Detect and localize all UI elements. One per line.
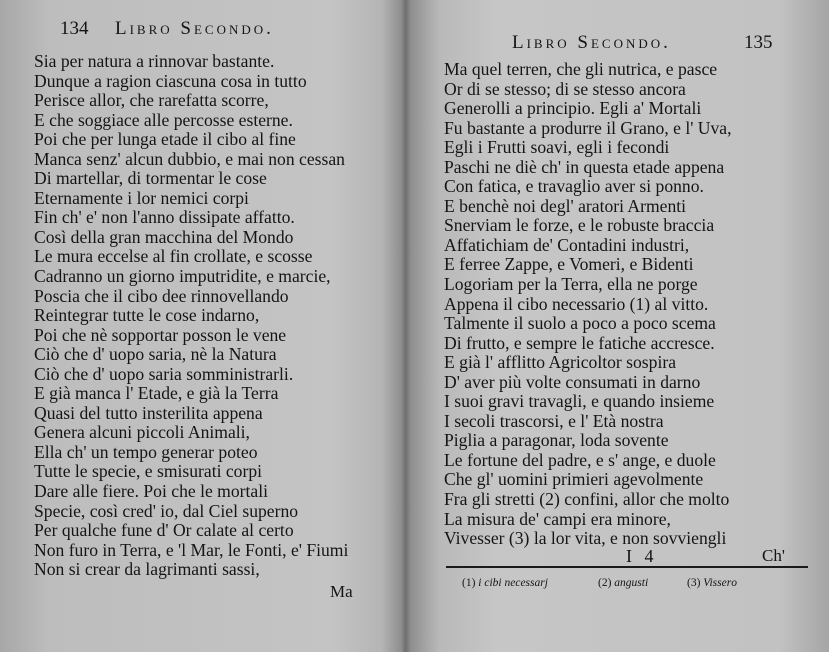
verse-line: Ella ch' un tempo generar poteo [34,441,258,462]
right-page [404,0,829,652]
footnote-text: angusti [614,577,649,589]
footnotes [462,577,829,597]
verse-line: E benchè noi degl' aratori Armenti [444,195,687,216]
verse-line: Or di se stesso; di se stesso ancora [444,78,686,99]
verse-line: Specie, così cred' io, dal Ciel superno [34,500,299,521]
verse-line: Vivesser (3) la lor vita, e non sovviengli [444,528,727,549]
verse-line: Con fatica, e travaglio aver si ponno. [444,176,704,197]
right-catchword: Ch' [762,546,785,565]
verse-line: Fin ch' e' non l'anno dissipate affatto. [34,207,295,228]
verse-line: Così della gran macchina del Mondo [34,226,294,247]
verse-line: Poi che per lunga etade il cibo al fine [34,129,296,150]
verse-line: Fra gli stretti (2) confini, allor che molto [444,489,730,510]
verse-line: Le mura eccelse al fin crollate, e scosse [34,246,313,267]
footnote [462,577,548,589]
footnote-text: Visserо [703,577,737,589]
verse-line: I suoi gravi travagli, e quando insieme [444,391,715,412]
verse-line: Perisce allor, che rarefatta scorre, [34,90,269,111]
verse-line: Genera alcuni piccoli Animali, [34,422,250,443]
verse-line: Piglia a paragonar, loda sovente [444,430,669,451]
left-verse-lines [0,52,400,580]
verse-line: Quasi del tutto insterilita appena [34,402,263,423]
verse-line: La misura de' campi era minore, [444,508,671,529]
verse-line: Generolli a principio. Egli a' Mortali [444,98,702,119]
verse-line: Logoriam per la Terra, ella ne porge [444,274,698,295]
verse-line: E già l' afflitto Agricoltor sospira [444,352,677,373]
verse-line: Appena il cibo necessario (1) al vitto. [444,293,709,314]
verse-line: Di frutto, e sempre le fatiche accresce. [444,332,715,353]
footnote-number: (2) [598,577,612,589]
right-page-header [404,18,829,53]
verse-line: Sia per natura a rinnovar bastante. [34,51,275,71]
left-page-header [0,18,400,46]
verse-line: E ferree Zappe, e Vomeri, e Bidenti [444,254,694,275]
verse-line: Ma quel terren, che gli nutrica, e pasce [444,59,718,79]
right-verse-lines [404,60,829,549]
verse-line: E che soggiace alle percosse esterne. [34,109,293,130]
footnote-number: (3) [687,577,701,589]
verse-line: Fu bastante a produrre il Grano, e l' Uva, [444,117,732,138]
verse-line: Paschi ne diè ch' in questa etade appena [444,156,725,177]
verse-line: Poscia che il cibo dee rinnovellando [34,285,289,306]
verse-line: Cadranno un giorno imputridite, e marcie, [34,266,331,287]
left-page [0,0,400,652]
verse-line: Affatichiam de' Contadini industri, [444,234,690,255]
verse-line: Snerviam le forze, e le robuste braccia [444,215,715,236]
footnote [687,577,737,589]
footnote [598,577,648,589]
left-catchword: Ma [330,582,353,601]
verse-line: Eternamente i lor nemici corpi [34,187,249,208]
left-running-title: Libro Secondo. [115,18,274,39]
verse-line: Poi che nè sopportar posson le vene [34,324,287,345]
verse-line: Non furo in Terra, e 'l Mar, le Fonti, e' Fiumi [34,539,349,560]
left-page-number: 134 [60,18,89,39]
footnote-number: (1) [462,577,476,589]
gathering-signature: I 4 [626,546,658,566]
right-running-title: Libro Secondo. [512,32,671,53]
verse-line: D' aver più volte consumati in darno [444,371,701,392]
verse-line: Talmente il suolo a poco a poco scema [444,313,716,334]
verse-line: Per qualche fune d' Or calate al certo [34,520,294,541]
verse-line: Dare alle fiere. Poi che le mortali [34,481,268,502]
verse-line: Non si crear da lagrimanti sassi, [34,559,260,580]
footnote-rule [446,566,808,568]
verse-line: Dunque a ragion ciascuna cosa in tutto [34,70,307,91]
verse-line: Le fortune del padre, e s' ange, e duole [444,449,716,470]
right-page-number: 135 [744,32,773,53]
verse-line: Ciò che d' uopo saria somministrarli. [34,363,294,384]
verse-line: I secoli trascorsi, e l' Età nostra [444,410,664,431]
footnote-text: i cibi necessarj [478,577,548,589]
verse-line: Manca senz' alcun dubbio, e mai non cessan [34,148,345,169]
verse-line: Che gl' uomini primieri agevolmente [444,469,704,490]
verse-line: Ciò che d' uopo saria, nè la Natura [34,344,277,365]
verse-line: Reintegrar tutte le cose indarno, [34,305,260,326]
verse-line: Di martellar, di tormentar le cose [34,168,267,189]
verse-line: E già manca l' Etade, e già la Terra [34,383,279,404]
verse-line: Egli i Frutti soavi, egli i fecondi [444,137,670,158]
verse-line: Tutte le specie, e smisurati corpi [34,461,263,482]
